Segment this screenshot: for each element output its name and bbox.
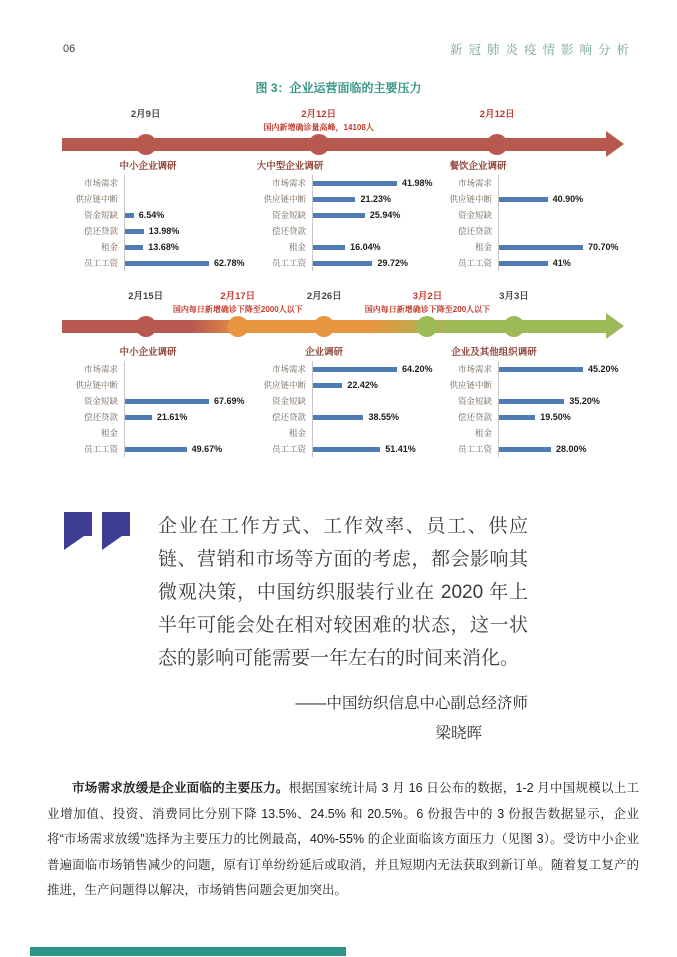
category-label: 市场需求 [457, 178, 492, 188]
bar-area [498, 377, 622, 393]
charts-phase2 [62, 344, 622, 462]
bar-row [436, 207, 622, 223]
value-label: 45.20% [588, 364, 619, 374]
bar-area [312, 393, 436, 409]
bar-chart [250, 361, 436, 457]
bar-area [124, 239, 248, 255]
quote-icon [64, 512, 140, 541]
value-label: 41.98% [402, 178, 433, 188]
event-note: 国内每日新增确诊下降至2000人以下 [172, 305, 303, 314]
bar-row [250, 175, 436, 191]
timeline-node-icon [417, 316, 438, 337]
value-label: 6.54% [138, 210, 165, 220]
bar [313, 367, 397, 372]
category-label: 供应链中断 [75, 194, 118, 204]
event-date: 2月12日 [301, 109, 337, 120]
bar-row [250, 425, 436, 441]
category-label: 供应链中断 [263, 194, 306, 204]
quote-attribution-name: 梁晓晖 [435, 725, 482, 742]
bar [313, 261, 372, 266]
category-label: 租金 [288, 242, 306, 252]
page-number: 06 [63, 43, 76, 55]
timeline-node-icon [135, 134, 156, 155]
bar-area [312, 361, 436, 377]
timeline-event-label [365, 288, 490, 315]
bar-area [498, 409, 622, 425]
category-label: 市场需求 [83, 178, 118, 188]
category-label: 员工工资 [271, 258, 306, 268]
bar-row [250, 255, 436, 271]
survey-group-title: 餐饮企业调研 [449, 161, 507, 172]
survey-group-title: 企业调研 [304, 347, 344, 358]
category-label: 租金 [474, 242, 492, 252]
value-label: 16.04% [350, 242, 381, 252]
bar-row [62, 361, 248, 377]
body-text: 根据国家统计局 3 月 16 日公布的数据，1-2 月中国规模以上工业增加值、投资、消费同比分别下降 13.5%、24.5% 和 20.5%。6 份报告中的 3 份报告数据显示，企业将“市场需求放缓”选择为主要压力的比例最高，40%-55% 的企业面临该方面压力（见图 3）。受访中小企业普遍面临市场销售减少的问题，原有订单纷纷延后或取消，并且短期内无法获取到新订单。随着复工复产的推进，生产问题得以解决，市场销售问题会更加突出。 [47, 781, 639, 897]
category-label: 供应链中断 [449, 380, 492, 390]
bar-area [498, 255, 622, 271]
timeline-event-label [480, 106, 515, 120]
bar-area [498, 361, 622, 377]
timeline-node-icon [487, 134, 508, 155]
bar-row [250, 223, 436, 239]
bar-area [312, 255, 436, 271]
value-label: 25.94% [369, 210, 401, 220]
bar [125, 245, 143, 250]
value-label: 22.42% [347, 380, 378, 390]
quote-block [158, 510, 528, 749]
bar-chart [436, 175, 622, 271]
category-label: 偿还贷款 [457, 412, 492, 422]
value-label: 35.20% [569, 396, 600, 406]
category-label: 资金短缺 [271, 210, 306, 220]
quote-text: 企业在工作方式、工作效率、员工、供应链、营销和市场等方面的考虑，都会影响其微观决策，中国纺织服装行业在 2020 年上半年可能会处在相对较困难的状态，这一状态的影响可能需要一年左右的时间来消化。 [158, 516, 528, 669]
bar [125, 229, 144, 234]
bar-row [62, 175, 248, 191]
category-label: 租金 [474, 428, 492, 438]
value-label: 51.41% [385, 444, 416, 454]
bar-row [62, 393, 248, 409]
value-label: 70.70% [588, 242, 619, 252]
category-label: 市场需求 [271, 364, 306, 374]
bar [499, 415, 535, 420]
survey-group-title: 中小企业调研 [119, 161, 177, 172]
bar-row [436, 409, 622, 425]
bar-area [124, 175, 248, 191]
body-paragraph [47, 776, 639, 904]
event-date: 2月15日 [128, 291, 164, 302]
bar-row [436, 377, 622, 393]
bar-row [436, 255, 622, 271]
bar [125, 399, 209, 404]
timeline-phase1 [62, 106, 620, 154]
bar-area [124, 255, 248, 271]
value-label: 41% [552, 258, 571, 268]
category-label: 资金短缺 [83, 396, 118, 406]
timeline-event-label [128, 288, 163, 302]
bar [313, 181, 397, 186]
bar-row [62, 441, 248, 457]
bar [499, 245, 583, 250]
value-label: 67.69% [214, 396, 245, 406]
category-label: 偿还贷款 [83, 412, 118, 422]
bar-row [250, 361, 436, 377]
quote-mark-icon [64, 512, 92, 536]
category-label: 市场需求 [457, 364, 492, 374]
bar-row [62, 255, 248, 271]
bar-chart [436, 361, 622, 457]
bar-chart [62, 361, 248, 457]
body-lead-sentence: 市场需求放缓是企业面临的主要压力。 [72, 781, 289, 795]
bar-area [498, 223, 622, 239]
bar [125, 447, 187, 452]
quote-attribution-role: ——中国纺织信息中心副总经济师 [295, 695, 528, 712]
value-label: 21.23% [360, 194, 391, 204]
category-label: 员工工资 [457, 258, 492, 268]
value-label: 13.68% [148, 242, 179, 252]
bar-area [312, 409, 436, 425]
timeline-node-icon [135, 316, 156, 337]
category-label: 员工工资 [83, 444, 118, 454]
event-date: 3月2日 [412, 291, 443, 302]
value-label: 40.90% [552, 194, 584, 204]
bar-area [124, 207, 248, 223]
bar-row [250, 377, 436, 393]
bar-row [62, 223, 248, 239]
bar [125, 415, 152, 420]
bar-area [498, 207, 622, 223]
bar-row [250, 393, 436, 409]
bar-area [124, 377, 248, 393]
bar [125, 213, 134, 218]
bar-row [62, 377, 248, 393]
category-label: 资金短缺 [271, 396, 306, 406]
bar-area [124, 409, 248, 425]
bar-area [312, 191, 436, 207]
category-label: 员工工资 [271, 444, 306, 454]
category-label: 市场需求 [83, 364, 118, 374]
bar-row [250, 239, 436, 255]
event-date: 2月26日 [306, 291, 342, 302]
bar-area [312, 223, 436, 239]
timeline-event-label [173, 288, 303, 315]
survey-group-title: 企业及其他组织调研 [451, 347, 537, 358]
bar-row [62, 207, 248, 223]
timeline-arrowhead-icon [606, 313, 624, 339]
bar-row [250, 441, 436, 457]
bar [499, 261, 548, 266]
timeline-arrowhead-icon [606, 131, 624, 157]
timeline-event-label [264, 106, 374, 133]
category-label: 资金短缺 [83, 210, 118, 220]
figure-title: 图 3：企业运营面临的主要压力 [255, 81, 422, 95]
timeline-node-icon [227, 316, 248, 337]
timeline-event-label [499, 288, 529, 302]
event-date: 2月12日 [479, 109, 515, 120]
bar-area [498, 191, 622, 207]
bar-row [436, 191, 622, 207]
bar-area [498, 425, 622, 441]
bar-area [312, 239, 436, 255]
category-label: 资金短缺 [457, 396, 492, 406]
bar-area [124, 425, 248, 441]
value-label: 19.50% [540, 412, 571, 422]
event-note: 国内每日新增确诊下降至200人以下 [364, 305, 491, 314]
category-label: 租金 [100, 428, 118, 438]
category-label: 偿还贷款 [271, 412, 306, 422]
category-label: 供应链中断 [75, 380, 118, 390]
bar-area [498, 393, 622, 409]
page-header [63, 40, 635, 58]
header-title: 新冠肺炎疫情影响分析 [449, 43, 635, 57]
category-label: 市场需求 [271, 178, 306, 188]
timeline-event-label [131, 106, 161, 120]
bar-area [312, 425, 436, 441]
category-label: 租金 [100, 242, 118, 252]
category-label: 员工工资 [83, 258, 118, 268]
bar-row [62, 239, 248, 255]
bar-area [312, 441, 436, 457]
bar-row [62, 425, 248, 441]
timeline-node-icon [308, 134, 329, 155]
survey-group-title: 中小企业调研 [119, 347, 177, 358]
timeline-phase2 [62, 288, 620, 336]
bar-row [436, 425, 622, 441]
bar [499, 197, 548, 202]
timeline-node-icon [314, 316, 335, 337]
bar-area [498, 175, 622, 191]
value-label: 28.00% [556, 444, 587, 454]
bar-area [124, 441, 248, 457]
bar-area [498, 441, 622, 457]
bar [313, 383, 342, 388]
event-date: 3月3日 [499, 291, 529, 302]
bar [499, 399, 564, 404]
category-label: 供应链中断 [263, 380, 306, 390]
bar-row [62, 409, 248, 425]
bar-row [250, 409, 436, 425]
bar-row [436, 175, 622, 191]
bar [313, 415, 363, 420]
bar-row [250, 191, 436, 207]
bar-row [436, 441, 622, 457]
bar-row [436, 239, 622, 255]
timeline-node-icon [503, 316, 524, 337]
bar [313, 197, 355, 202]
category-label: 租金 [288, 428, 306, 438]
footer-accent-bar [30, 947, 346, 956]
bar-chart [250, 175, 436, 271]
value-label: 21.61% [156, 412, 188, 422]
bar-area [498, 239, 622, 255]
value-label: 13.98% [148, 226, 180, 236]
bar-chart [62, 175, 248, 271]
category-label: 员工工资 [457, 444, 492, 454]
bar [125, 261, 209, 266]
bar [313, 213, 365, 218]
category-label: 偿还贷款 [83, 226, 118, 236]
bar-row [436, 223, 622, 239]
bar-area [312, 175, 436, 191]
category-label: 偿还贷款 [271, 226, 306, 236]
bar-row [250, 207, 436, 223]
bar-row [62, 191, 248, 207]
value-label: 38.55% [368, 412, 399, 422]
bar-area [124, 361, 248, 377]
value-label: 29.72% [377, 258, 408, 268]
value-label: 62.78% [214, 258, 245, 268]
bar [313, 447, 380, 452]
bar [499, 447, 551, 452]
event-note: 国内新增确诊量高峰，14108人 [263, 123, 374, 132]
bar [313, 245, 345, 250]
bar [499, 367, 583, 372]
category-label: 供应链中断 [449, 194, 492, 204]
quote-mark-icon [102, 512, 130, 536]
quote-attribution [158, 689, 528, 749]
timeline-event-label [307, 288, 342, 302]
category-label: 偿还贷款 [457, 226, 492, 236]
bar-area [124, 191, 248, 207]
event-date: 2月17日 [220, 291, 256, 302]
bar-area [124, 393, 248, 409]
bar-area [312, 377, 436, 393]
value-label: 64.20% [402, 364, 433, 374]
bar-row [436, 393, 622, 409]
bar-area [312, 207, 436, 223]
category-label: 资金短缺 [457, 210, 492, 220]
bar-row [436, 361, 622, 377]
charts-phase1 [62, 158, 622, 276]
survey-group-title: 大中型企业调研 [256, 161, 324, 172]
value-label: 49.67% [191, 444, 223, 454]
bar-area [124, 223, 248, 239]
event-date: 2月9日 [130, 109, 161, 120]
